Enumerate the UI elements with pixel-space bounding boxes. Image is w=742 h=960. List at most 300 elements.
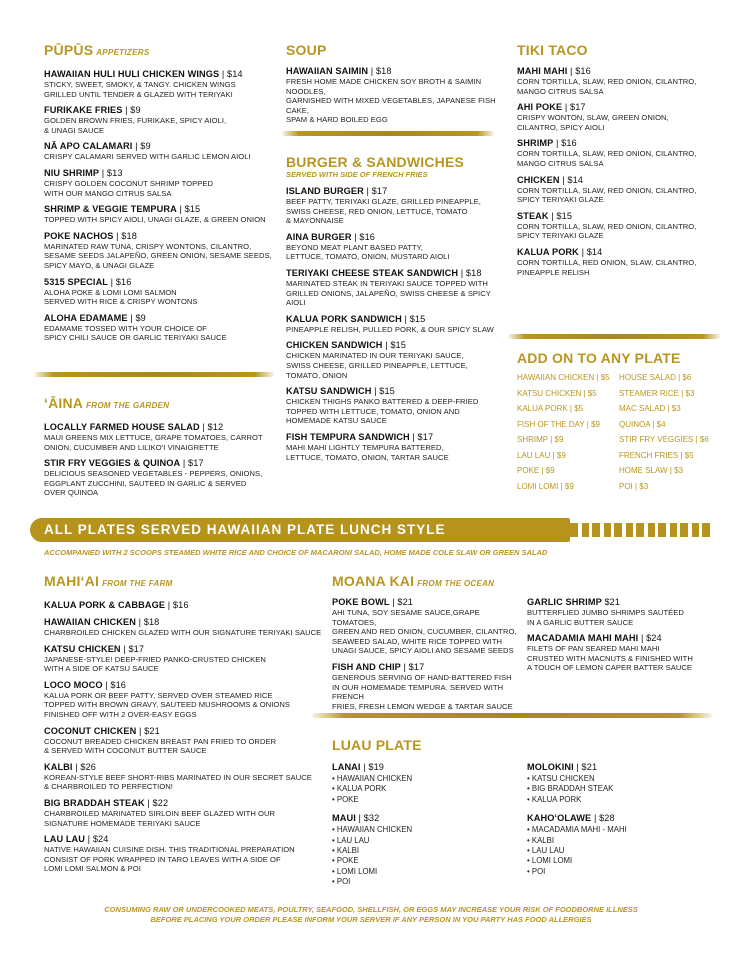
menu-item-description: SESAME SEEDS JALAPEÑO, GREEN ONION, SESAME SEEDS, <box>44 251 272 261</box>
addon-item: QUINOA | $4 <box>619 419 666 429</box>
item-price: | $9 <box>122 105 141 116</box>
item-name: MOLOKINI <box>527 762 574 772</box>
menu-item-name <box>286 432 501 443</box>
luau-plate-bullet: • LAU LAU <box>527 846 727 856</box>
menu-item-description: & SERVED WITH COCONUT BUTTER SAUCE <box>44 746 207 756</box>
item-price: | $17 <box>120 643 145 654</box>
menu-item-description: HOMEMADE KATSU SAUCE <box>286 416 387 426</box>
item-name: STEAK <box>517 210 549 221</box>
menu-item-description: SPICY MAYO, & UNAGI GLAZE <box>44 260 155 270</box>
addon-section <box>517 350 727 494</box>
addon-item: KALUA PORK | $5 <box>517 404 584 413</box>
menu-item-description: & MAYONNAISE <box>286 216 344 226</box>
item-price: | $21 <box>136 725 160 736</box>
item-price: | $17 <box>363 186 388 196</box>
menu-item-name <box>286 186 501 197</box>
item-name: CHICKEN <box>517 174 560 185</box>
item-name: STIR FRY VEGGIES & QUINOA <box>44 458 181 469</box>
burger-section <box>286 154 501 462</box>
section-title: PŪPŪS APPETIZERS <box>44 42 150 58</box>
item-price: | $17 <box>562 102 586 113</box>
addon-item: POI | $3 <box>619 481 649 491</box>
menu-item-description: FILETS OF PAN SEARED MAHI MAHI <box>527 644 660 654</box>
item-name: AINA BURGER <box>286 231 352 242</box>
menu-item-description: GARNISHED WITH MIXED VEGETABLES, JAPANESE FISH CAKE, <box>286 96 496 115</box>
mahiai-items <box>44 600 324 874</box>
luau-plate <box>332 762 522 805</box>
aina-items <box>44 422 274 498</box>
menu-item-description: IN A GARLIC BUTTER SAUCE <box>527 617 634 627</box>
menu-item-description: FINISHED OFF WITH 2 OVER-EASY EGGS <box>44 709 197 719</box>
luau-plate-bullet: • POKE <box>332 856 522 866</box>
luau-plate-name <box>332 762 522 773</box>
menu-item-name <box>44 834 324 845</box>
menu-item-name <box>44 105 274 116</box>
menu-item <box>286 66 501 125</box>
soup-items <box>286 66 501 125</box>
menu-item-description: COCONUT BREADED CHICKEN BREAST PAN FRIED TO ORDER <box>44 736 277 746</box>
menu-item-description: CORN TORTILLA, SLAW, RED ONION, CILANTRO, <box>517 149 697 159</box>
menu-item-description: SWISS CHEESE, RED ONION, LETTUCE, TOMATO <box>286 206 468 216</box>
item-price: | $15 <box>176 204 201 215</box>
item-name: AHI POKE <box>517 102 563 113</box>
menu-item-description: PINEAPPLE RELISH, PULLED PORK, & OUR SPICY SLAW <box>286 324 494 334</box>
menu-item-name <box>286 66 501 77</box>
item-name: TERIYAKI CHEESE STEAK SANDWICH <box>286 267 459 278</box>
menu-item-description: ALOHA POKE & LOMI LOMI SALMON <box>44 287 177 297</box>
menu-item <box>44 313 274 343</box>
menu-item-description: EDAMAME TOSSED WITH YOUR CHOICE OF <box>44 323 207 333</box>
menu-item-name <box>44 762 324 773</box>
luau-plate-name <box>527 762 727 773</box>
menu-item-name <box>286 268 501 279</box>
soup-section <box>286 42 501 125</box>
section-note: SERVED WITH SIDE OF FRENCH FRIES <box>286 170 428 179</box>
menu-item-description: FRESH HOME MADE CHICKEN SOY BROTH & SAIMIN NOODLES, <box>286 77 482 96</box>
luau-plate <box>332 813 522 887</box>
luau-plate-bullet: • HAWAIIAN CHICKEN <box>332 774 522 784</box>
addon-item: STIR FRY VEGGIES | $6 <box>619 435 709 444</box>
addon-item: HOUSE SALAD | $6 <box>619 373 692 382</box>
item-name: KALUA PORK <box>517 246 579 257</box>
item-price: | $17 <box>180 458 204 469</box>
section-title: SOUP <box>286 42 327 58</box>
menu-item-name <box>44 680 324 691</box>
menu-item-name <box>286 386 501 397</box>
item-price: | $28 <box>591 813 615 824</box>
item-price: | $18 <box>458 267 482 278</box>
menu-item-name <box>44 231 274 242</box>
menu-item-description: A TOUCH OF LEMON CAPER BATTER SAUCE <box>527 663 693 673</box>
menu-item <box>332 597 522 656</box>
item-name: HAWAIIAN CHICKEN <box>44 617 136 627</box>
luau-left <box>332 756 522 888</box>
section-title: BURGER & SANDWICHES <box>286 154 465 170</box>
pupus-items <box>44 69 274 343</box>
banner-title: ALL PLATES SERVED HAWAIIAN PLATE LUNCH STYLE <box>44 522 446 537</box>
item-price: | $15 <box>401 313 426 324</box>
menu-item-description: TOMATO, ONION <box>286 370 348 380</box>
addon-item: HAWAIIAN CHICKEN | $5 <box>517 373 610 382</box>
luau-plate-bullet: • LAU LAU <box>332 836 522 846</box>
item-name: BIG BRADDAH STEAK <box>44 797 145 808</box>
menu-item-description: CRISPY GOLDEN COCONUT SHRIMP TOPPED <box>44 178 213 188</box>
menu-item-description: BEEF PATTY, TERIYAKI GLAZE, GRILLED PINEAPPLE, <box>286 197 481 206</box>
menu-item-description: CORN TORTILLA, RED ONION, SLAW, CILANTRO, <box>517 257 697 267</box>
menu-item-description: GRILLED ONIONS, JALAPEÑO, SWISS CHEESE & SPICY AIOLI <box>286 288 491 308</box>
addon-item: SHRIMP | $9 <box>517 435 564 444</box>
item-name: KATSU SANDWICH <box>286 386 372 397</box>
menu-item-description: SEAWEED SALAD, WHITE RICE TOPPED WITH <box>332 636 503 646</box>
item-name: NIU SHRIMP <box>44 167 100 178</box>
item-name: GARLIC SHRIMP <box>527 597 602 607</box>
item-price: | $14 <box>219 69 243 79</box>
section-title: ʻĀINA FROM THE GARDEN <box>44 395 170 411</box>
menu-item <box>527 597 727 627</box>
luau-plate-name <box>332 813 522 824</box>
menu-item-description: GENEROUS SERVING OF HAND-BATTERED FISH <box>332 672 512 682</box>
divider-brush <box>282 131 494 136</box>
addon-right <box>619 370 709 494</box>
luau-plate-bullet: • POKE <box>332 795 522 805</box>
menu-item-name <box>44 204 274 215</box>
item-name: MAUI <box>332 813 356 824</box>
menu-item-name <box>44 277 274 288</box>
menu-item-description: MAHI MAHI LIGHTLY TEMPURA BATTERED, <box>286 442 444 452</box>
menu-item-description: BEYOND MEAT PLANT BASED PATTY, <box>286 242 423 252</box>
luau-plate <box>527 762 727 805</box>
menu-item-name <box>332 662 522 673</box>
pupus-section <box>44 42 274 343</box>
menu-item-description: CILANTRO, SPICY AIOLI <box>517 122 605 132</box>
menu-item <box>44 141 274 162</box>
item-price: | $22 <box>144 797 169 808</box>
plate-lunch-banner <box>0 515 742 545</box>
menu-item <box>44 168 274 198</box>
menu-item-description: CRUSTED WITH MACNUTS & FINISHED WITH <box>527 653 693 663</box>
menu-item <box>517 211 717 241</box>
item-price: | $14 <box>559 174 583 185</box>
item-price: | $15 <box>548 210 573 221</box>
luau-plate <box>527 813 727 877</box>
menu-item <box>517 66 717 96</box>
addon-left <box>517 370 619 494</box>
menu-item <box>44 422 274 452</box>
item-price: | $18 <box>368 66 392 76</box>
item-price: | $16 <box>108 276 132 287</box>
menu-item <box>44 277 274 307</box>
banner-brush-tail <box>560 523 710 537</box>
menu-item-description: LETTUCE, TOMATO, ONION, MUSTARD AIOLI <box>286 252 450 262</box>
menu-item-description: ONION, CUCUMBER AND LILIKO'I VINAIGRETTE <box>44 442 219 452</box>
allergy-disclaimer <box>0 905 742 925</box>
menu-item-description: PINEAPPLE RELISH <box>517 267 590 277</box>
menu-item-name <box>44 422 274 433</box>
menu-item-name <box>44 168 274 179</box>
menu-item-description: CHICKEN THIGHS PANKO BATTERED & DEEP-FRIED <box>286 397 479 407</box>
item-name: ALOHA EDAMAME <box>44 312 128 323</box>
menu-item-name <box>286 232 501 243</box>
item-price: | $14 <box>578 246 603 257</box>
item-name: LOCO MOCO <box>44 679 103 690</box>
menu-item-name <box>44 726 324 737</box>
menu-item-description: CHARBROILED MARINATED SIRLOIN BEEF GLAZED WITH OUR <box>44 808 276 818</box>
item-name: SHRIMP & VEGGIE TEMPURA <box>44 204 177 215</box>
menu-item <box>44 69 274 99</box>
menu-item-name <box>44 617 324 628</box>
menu-item-name <box>517 138 717 149</box>
mahiai-section <box>44 573 324 874</box>
disclaimer-line-1: CONSUMING RAW OR UNDERCOOKED MEATS, POULTRY, SEAFOOD, SHELLFISH, OR EGGS MAY INCREASE YOUR RISK OF FOODBORNE ILLNESS <box>104 905 638 914</box>
luau-plate-bullet: • KATSU CHICKEN <box>527 774 727 784</box>
menu-item <box>332 662 522 711</box>
item-name: MAHI MAHI <box>517 66 568 76</box>
menu-item-description: CORN TORTILLA, SLAW, RED ONION, CILANTRO, <box>517 185 697 195</box>
luau-plate-name <box>527 813 727 824</box>
menu-item-name <box>332 597 522 608</box>
menu-item-name <box>527 597 727 608</box>
menu-item-description: WITH OUR MANGO CITRUS SALSA <box>44 188 172 198</box>
tiki-items <box>517 66 717 277</box>
section-title: TIKI TACO <box>517 42 588 58</box>
addon-item: LOMI LOMI | $9 <box>517 481 574 491</box>
item-name: KAHOʻOLAWE <box>527 813 592 824</box>
item-price: | $26 <box>72 761 96 772</box>
item-name: HAWAIIAN SAIMIN <box>286 66 369 76</box>
menu-item-description: CRISPY CALAMARI SERVED WITH GARLIC LEMON AIOLI <box>44 152 251 162</box>
item-price: | $16 <box>553 138 577 149</box>
menu-item-description: MANGO CITRUS SALSA <box>517 158 604 168</box>
addon-item: FRENCH FRIES | $5 <box>619 450 694 460</box>
luau-plate-contents <box>527 825 727 877</box>
luau-plate-bullet: • KALBI <box>332 846 522 856</box>
item-price: | $15 <box>382 340 406 351</box>
menu-item <box>44 726 324 756</box>
menu-item-description: MAUI GREENS MIX LETTUCE, GRAPE TOMATOES, CARROT <box>44 433 263 442</box>
item-price: | $19 <box>360 762 384 772</box>
menu-item <box>517 138 717 168</box>
menu-item-description: GREEN AND RED ONION, CUCUMBER, CILANTRO, <box>332 627 517 637</box>
menu-item <box>44 798 324 828</box>
menu-item-description: GRILLED UNTIL TENDER & GLAZED WITH TERIYAKI <box>44 89 233 99</box>
menu-item <box>286 432 501 462</box>
menu-item-description: GOLDEN BROWN FRIES, FURIKAKE, SPICY AIOLI, <box>44 116 227 126</box>
item-name: KALUA PORK & CABBAGE <box>44 600 166 610</box>
menu-item-name <box>517 66 717 77</box>
divider-brush <box>508 334 720 339</box>
menu-item-name <box>286 314 501 325</box>
menu-item-description: MARINATED STEAK IN TERIYAKI SAUCE TOPPED WITH <box>286 278 488 288</box>
item-name: KALUA PORK SANDWICH <box>286 313 402 324</box>
menu-item-description: UNAGI SAUCE, SPICY AIOLI AND SESAME SEEDS <box>332 646 514 656</box>
item-price: | $21 <box>573 762 598 772</box>
menu-item-description: KOREAN-STYLE BEEF SHORT-RIBS MARINATED IN OUR SECRET SAUCE <box>44 772 312 782</box>
moana-right <box>527 591 727 673</box>
menu-item-description: CHICKEN MARINATED IN OUR TERIYAKI SAUCE, <box>286 351 464 361</box>
moana-left <box>332 591 522 711</box>
item-price: | $16 <box>567 66 591 76</box>
item-price: | $21 <box>389 597 413 607</box>
addon-item: HOME SLAW | $3 <box>619 466 684 475</box>
item-name: KATSU CHICKEN <box>44 643 121 654</box>
item-name: ISLAND BURGER <box>286 186 364 196</box>
aina-section <box>44 395 274 498</box>
menu-item-description: SIGNATURE HOMEMADE TERIYAKI SAUCE <box>44 818 201 828</box>
item-price: | $16 <box>351 231 376 242</box>
luau-right <box>527 756 727 877</box>
menu-item-description: FRIES, FRESH LEMON WEDGE & TARTAR SAUCE <box>332 701 513 711</box>
menu-item <box>517 247 717 277</box>
item-name: NĀ APO CALAMARI <box>44 141 133 152</box>
luau-plate-bullet: • HAWAIIAN CHICKEN <box>332 825 522 835</box>
item-price: | $32 <box>355 813 380 824</box>
luau-plate-bullet: • MACADAMIA MAHI - MAHI <box>527 825 727 835</box>
menu-item-name <box>44 458 274 469</box>
section-title: MOANA KAI FROM THE OCEAN <box>332 573 495 589</box>
luau-plate-bullet: • LOMI LOMI <box>527 856 727 866</box>
item-name: FISH TEMPURA SANDWICH <box>286 431 410 442</box>
menu-item-description: CONSIST OF PORK WRAPPED IN TARO LEAVES WITH A SIDE OF <box>44 854 281 864</box>
luau-plate-contents <box>332 774 522 805</box>
item-price: | $18 <box>135 617 160 627</box>
menu-item-description: & UNAGI SAUCE <box>44 125 105 135</box>
item-name: CHICKEN SANDWICH <box>286 340 383 351</box>
menu-item <box>44 680 324 720</box>
luau-section <box>332 737 722 753</box>
menu-item <box>286 186 501 226</box>
divider-brush <box>34 372 274 377</box>
menu-item <box>517 102 717 132</box>
menu-item-description: STICKY, SWEET, SMOKY, & TANGY. CHICKEN WINGS <box>44 80 236 89</box>
luau-plate-bullet: • KALUA PORK <box>332 784 522 794</box>
menu-item <box>44 458 274 498</box>
addon-item: POKE | $9 <box>517 466 555 475</box>
menu-item <box>286 268 501 308</box>
menu-item-description: CHARBROILED CHICKEN GLAZED WITH OUR SIGNATURE TERIYAKI SAUCE <box>44 628 322 637</box>
menu-item <box>286 340 501 380</box>
menu-item-description: WITH A SIDE OF KATSU SAUCE <box>44 664 159 674</box>
item-price: | $18 <box>113 230 137 241</box>
addon-item: MAC SALAD | $3 <box>619 404 681 413</box>
menu-item-description: BUTTERFLIED JUMBO SHRIMPS SAUTÉED <box>527 608 684 617</box>
item-name: POKE BOWL <box>332 597 390 607</box>
menu-item-name <box>517 175 717 186</box>
menu-item-description: CORN TORTILLA, SLAW, RED ONION, CILANTRO, <box>517 221 697 231</box>
menu-item-name <box>44 600 324 611</box>
section-title: LUAU PLATE <box>332 737 422 753</box>
divider-brush <box>312 713 712 718</box>
menu-item <box>286 386 501 426</box>
menu-item-name <box>44 141 274 152</box>
item-name: 5315 SPECIAL <box>44 276 109 287</box>
luau-plate-bullet: • BIG BRADDAH STEAK <box>527 784 727 794</box>
addon-item: LAU LAU | $9 <box>517 450 566 460</box>
menu-item-description: IN OUR HOMEMADE TEMPURA. SERVED WITH FRENCH <box>332 682 504 702</box>
menu-item-name <box>527 633 727 644</box>
item-price: | $13 <box>99 167 123 178</box>
item-price: | $16 <box>102 679 126 690</box>
item-name: COCONUT CHICKEN <box>44 725 137 736</box>
menu-item-description: TOPPED WITH SPICY AIOLI, UNAGI GLAZE, & GREEN ONION <box>44 215 266 225</box>
menu-item-description: EGGPLANT ZUCCHINI, SAUTEED IN GARLIC & SERVED <box>44 478 247 488</box>
item-name: FISH AND CHIP <box>332 661 401 672</box>
section-title: MAHIʻAI FROM THE FARM <box>44 573 173 589</box>
menu-item <box>44 617 324 638</box>
menu-item <box>44 105 274 135</box>
menu-item-description: SPICY TERIYAKI GLAZE <box>517 195 604 205</box>
item-name: HAWAIIAN HULI HULI CHICKEN WINGS <box>44 69 220 79</box>
item-price: | $9 <box>132 141 151 152</box>
menu-item <box>286 232 501 262</box>
luau-plate-bullet: • LOMI LOMI <box>332 867 522 877</box>
tiki-section <box>517 42 717 277</box>
menu-item-description: NATIVE HAWAIIAN CUISINE DISH. THIS TRADITIONAL PREPARATION <box>44 845 295 855</box>
menu-item-description: MARINATED RAW TUNA, CRISPY WONTONS, CILANTRO, <box>44 241 252 251</box>
luau-plate-contents <box>527 774 727 805</box>
addon-item: STEAMER RICE | $3 <box>619 388 695 398</box>
menu-item <box>527 633 727 673</box>
menu-item-description: SERVED WITH RICE & CRISPY WONTONS <box>44 297 198 307</box>
menu-item-description: TOPPED WITH BROWN GRAVY, SAUTEED MUSHROOMS & ONIONS <box>44 700 290 710</box>
disclaimer-line-2: BEFORE PLACING YOUR ORDER PLEASE INFORM YOUR SERVER IF ANY PERSON IN YOU PARTY HAS FOOD ALLERGIES <box>150 915 592 924</box>
menu-item-name <box>517 102 717 113</box>
menu-item <box>286 314 501 335</box>
menu-item-name <box>517 211 717 222</box>
menu-item-description: SWISS CHEESE, GRILLED PINEAPPLE, LETTUCE, <box>286 360 468 370</box>
item-name: POKE NACHOS <box>44 230 114 241</box>
item-name: SHRIMP <box>517 138 554 149</box>
item-name: LANAI <box>332 762 361 772</box>
menu-item <box>517 175 717 205</box>
luau-plate-contents <box>332 825 522 887</box>
banner-note: ACCOMPANIED WITH 2 SCOOPS STEAMED WHITE RICE AND CHOICE OF MACARONI SALAD, HOME MADE COLE SLAW OR GREEN SALAD <box>44 548 548 557</box>
luau-plate-bullet: • KALUA PORK <box>527 795 727 805</box>
menu-item <box>44 834 324 874</box>
menu-item-description: KALUA PORK OR BEEF PATTY, SERVED OVER STEAMED RICE <box>44 690 273 700</box>
menu-item <box>44 762 324 792</box>
item-price: | $12 <box>199 422 224 432</box>
menu-item-description: LETTUCE, TOMATO, ONION, TARTAR SAUCE <box>286 452 449 462</box>
menu-item-description: MANGO CITRUS SALSA <box>517 86 604 96</box>
burger-items <box>286 186 501 462</box>
menu-item-description: SPICY CHILI SAUCE OR GARLIC TERIYAKI SAUCE <box>44 333 227 343</box>
item-price: | $16 <box>165 600 189 610</box>
item-price: | $17 <box>400 661 425 672</box>
item-price: | $24 <box>638 633 662 644</box>
moana-section <box>332 573 722 592</box>
menu-item-name <box>517 247 717 258</box>
menu-item-description: OVER QUINOA <box>44 488 99 498</box>
menu-item-description: DELICIOUS SEASONED VEGETABLES - PEPPERS, ONIONS, <box>44 469 263 479</box>
addon-item: FISH OF THE DAY | $9 <box>517 419 600 429</box>
luau-plate-bullet: • POI <box>332 877 522 887</box>
luau-plate-bullet: • KALBI <box>527 836 727 846</box>
menu-item-description: TOPPED WITH LETTUCE, TOMATO, ONION AND <box>286 406 460 416</box>
menu-item <box>44 204 274 225</box>
item-name: FURIKAKE FRIES <box>44 105 123 116</box>
menu-item-name <box>44 69 274 80</box>
addon-item: KATSU CHICKEN | $5 <box>517 388 597 398</box>
menu-item-name <box>44 313 274 324</box>
item-price: | $24 <box>85 834 109 845</box>
section-title: ADD ON TO ANY PLATE <box>517 350 681 366</box>
menu-item-description: JAPANESE-STYLE! DEEP-FRIED PANKO-CRUSTED CHICKEN <box>44 654 266 664</box>
item-name: LOCALLY FARMED HOUSE SALAD <box>44 422 200 432</box>
menu-item-description: & CHARBROILED TO PERFECTION! <box>44 782 173 792</box>
luau-plate-bullet: • POI <box>527 867 727 877</box>
item-name: LAU LAU <box>44 834 86 845</box>
item-price: | $9 <box>127 312 146 323</box>
